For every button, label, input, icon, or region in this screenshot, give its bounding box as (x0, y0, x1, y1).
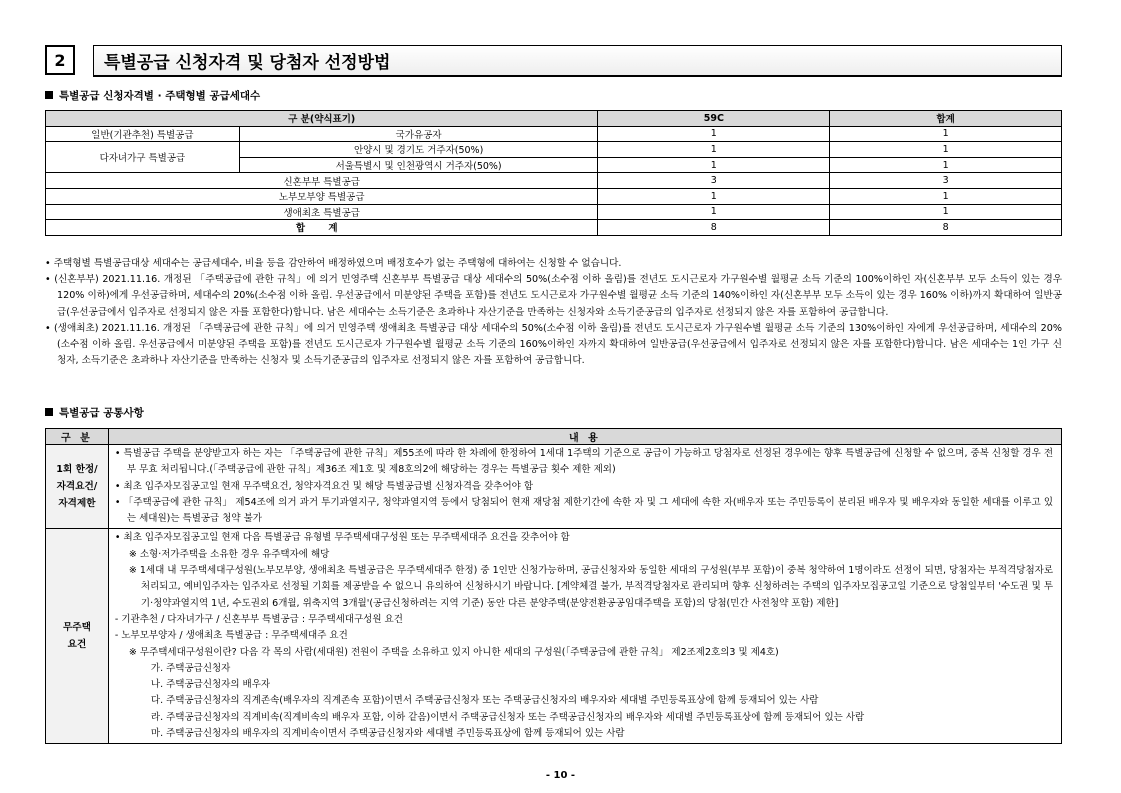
section-number: 2 (45, 45, 75, 75)
header-category: 구 분(약식표기) (46, 111, 598, 127)
table-row (46, 529, 1062, 744)
cell-total: 1 (830, 126, 1062, 142)
row-category: 신혼부부 특별공급 (46, 173, 598, 189)
table-row (46, 126, 1062, 142)
header-total: 합계 (830, 111, 1062, 127)
table-row (46, 445, 1062, 529)
content-line: • 특별공급 주택을 분양받고자 하는 자는 「주택공급에 관한 규칙」제55조에 따라 한 차례에 한정하여 1세대 1주택의 기준으로 공급이 가능하고 당첨자로 선정된 경우에는 향후 특별공급에 신청할 수 없으며, 중복 신청할 경우 전부 무효 처리됩니다.(「주택공급에 관한 규칙」제36조 제1호 및 제8호의2에 해당하는 경우는 특별공급 횟수 제한 제외) (114, 448, 1053, 476)
label-line: 무주택 (63, 622, 91, 634)
row-subcategory: 국가유공자 (239, 126, 598, 142)
cell-total: 1 (830, 204, 1062, 220)
label-line: 자격요건/ (56, 481, 98, 493)
subsection-title-common (45, 405, 144, 420)
subsection-title-text: 특별공급 신청자격별 · 주택형별 공급세대수 (59, 90, 261, 102)
table-row (46, 188, 1062, 204)
content-line: 가. 주택공급신청자 (150, 662, 231, 674)
cell-total: 1 (830, 142, 1062, 158)
cell-59c: 3 (598, 173, 830, 189)
content-line: ※ 소형·저가주택을 소유한 경우 유주택자에 해당 (128, 548, 330, 560)
table-total-row (46, 220, 1062, 236)
table-row (46, 173, 1062, 189)
total-label: 합 계 (46, 220, 598, 236)
cell-59c: 1 (598, 126, 830, 142)
subsection-title-text: 특별공급 공통사항 (59, 407, 144, 419)
content-line: ※ 1세대 내 무주택세대구성원(노부모부양, 생애최초 특별공급은 무주택세대주 한정) 중 1인만 신청가능하며, 공급신청자와 동일한 세대의 구성원(부부 포함)이 중복 청약하여 1명이라도 선정이 되면, 당첨자는 부적격당첨자로 처리되고, 예비입주자는 입주자로 선정될 기회를 제공받을 수 없으니 유의하여 신청하시기 바랍니다. [계약체결 불가, 부적격당첨자로 관리되며 향후 신청하려는 주택의 입주자모집공고일 기준으로 당첨일부터 '수도권 및 투기·청약과열지역 1년, 수도권외 6개월, 위축지역 3개월'(공급신청하려는 지역 기준) 동안 다른 분양주택(분양전환공공임대주택을 포함)의 당첨(민간 사전청약 포함) 제한] (128, 565, 1053, 609)
content-line: • 「주택공급에 관한 규칙」 제54조에 의거 과거 투기과열지구, 청약과열지역 등에서 당첨되어 현재 재당첨 제한기간에 속한 자 및 그 세대에 속한 자(배우자 또는 주민등록이 분리된 배우자 및 배우자와 동일한 세대를 이루고 있는 세대원)는 특별공급 청약 불가 (114, 496, 1053, 525)
total-sum: 8 (830, 220, 1062, 236)
row-content (108, 445, 1061, 529)
note-item: • 주택형별 특별공급대상 세대수는 공급세대수, 비율 등을 감안하여 배정하였으며 배정호수가 없는 주택형에 대하여는 신청할 수 없습니다. (45, 258, 622, 269)
content-line: • 최초 입주자모집공고일 현재 다음 특별공급 유형별 무주택세대구성원 또는 무주택세대주 요건을 갖추어야 함 (114, 532, 570, 544)
notes-list (45, 256, 1062, 369)
note-item: • (생애최초) 2021.11.16. 개정된 「주택공급에 관한 규칙」에 의거 민영주택 생애최초 특별공급 대상 세대수의 50%(소수점 이하 올림)를 전년도 도시근로자 가구원수별 월평균 소득 기준의 130%이하인 자에게 우선공급하며, 세대수의 20%(소수점 이하 올림. 우선공급에서 미분양된 주택을 포함)를 전년도 도시근로자 가구원수별 월평균 소득 기준의 160%이하인 자까지 확대하여 일반공급(우선공급에서 입주자로 선정되지 않은 자를 포함한다)합니다. 남은 세대수는 1인 가구 신청자, 소득기준은 초과하나 자산기준을 만족하는 신청자 및 소득기준공급의 입주자로 선정되지 않은 자를 포함하여 공급합니다. (45, 322, 1062, 367)
header-category: 구 분 (46, 429, 109, 445)
page-number: - 10 - (545, 770, 576, 781)
supply-table (45, 110, 1062, 236)
row-label (46, 529, 109, 744)
row-subcategory: 서울특별시 및 인천광역시 거주자(50%) (239, 157, 598, 173)
cell-59c: 1 (598, 204, 830, 220)
content-line: 다. 주택공급신청자의 직계존속(배우자의 직계존속 포함)이면서 주택공급신청자 또는 주택공급신청자의 배우자와 세대별 주민등록표상에 함께 등재되어 있는 사람 (150, 695, 819, 707)
content-line: 마. 주택공급신청자의 배우자의 직계비속이면서 주택공급신청자와 세대별 주민등록표상에 함께 등재되어 있는 사람 (150, 728, 625, 740)
content-line: ※ 무주택세대구성원이란? 다음 각 목의 사람(세대원) 전원이 주택을 소유하고 있지 아니한 세대의 구성원(「주택공급에 관한 규칙」 제2조제2호의3 및 제4호) (128, 646, 779, 658)
content-line: 라. 주택공급신청자의 직계비속(직계비속의 배우자 포함, 이하 같음)이면서 주택공급신청자 또는 주택공급신청자의 배우자와 세대별 주민등록표상에 함께 등재되어 있는 사람 (150, 711, 865, 723)
total-59c: 8 (598, 220, 830, 236)
row-category: 생애최초 특별공급 (46, 204, 598, 220)
common-table (45, 428, 1062, 744)
square-bullet-icon (45, 91, 53, 99)
subsection-title-supply (45, 88, 260, 103)
label-line: 요건 (67, 639, 87, 651)
header-content: 내 용 (108, 429, 1061, 445)
cell-59c: 1 (598, 188, 830, 204)
row-category: 다자녀가구 특별공급 (46, 142, 240, 173)
note-item: • (신혼부부) 2021.11.16. 개정된 「주택공급에 관한 규칙」에 의거 민영주택 신혼부부 특별공급 대상 세대수의 50%(소수점 이하 올림)를 전년도 도시근로자 가구원수별 월평균 소득 기준의 100%이하인 자(신혼부부 모두 소득이 있는 경우 120% 이하)에게 우선공급하며, 세대수의 20%(소수점 이하 올림. 우선공급에서 미분양된 주택을 포함)를 전년도 도시근로자 가구원수별 월평균 소득 기준의 140%이하인 자(신혼부부 모두 소득이 있는 경우 160% 이하)까지 확대하여 일반공급(우선공급에서 입주자로 선정되지 않은 자를 포함한다)합니다. 남은 세대수는 소득기준은 초과하나 자산기준을 만족하는 신청자와 소득기준공급의 입주자로 선정되지 않은 자를 포함하여 공급합니다. (45, 274, 1062, 318)
table-row (46, 204, 1062, 220)
row-category: 노부모부양 특별공급 (46, 188, 598, 204)
square-bullet-icon (45, 408, 53, 416)
cell-59c: 1 (598, 157, 830, 173)
row-content (108, 529, 1061, 744)
row-subcategory: 안양시 및 경기도 거주자(50%) (239, 142, 598, 158)
cell-59c: 1 (598, 142, 830, 158)
row-category: 일반(기관추천) 특별공급 (46, 126, 240, 142)
label-line: 자격제한 (58, 498, 96, 510)
content-line: - 노부모부양자 / 생애최초 특별공급 : 무주택세대주 요건 (114, 630, 348, 642)
content-line: • 최초 입주자모집공고일 현재 무주택요건, 청약자격요건 및 해당 특별공급별 신청자격을 갖추어야 함 (114, 480, 533, 492)
content-line: 나. 주택공급신청자의 배우자 (150, 679, 271, 691)
cell-total: 1 (830, 157, 1062, 173)
section-title (93, 45, 1062, 77)
row-label (46, 445, 109, 529)
cell-total: 1 (830, 188, 1062, 204)
section-title-text: 특별공급 신청자격 및 당첨자 선정방법 (104, 53, 391, 73)
table-row (46, 142, 1062, 158)
content-line: - 기관추천 / 다자녀가구 / 신혼부부 특별공급 : 무주택세대구성원 요건 (114, 613, 403, 625)
header-59c: 59C (598, 111, 830, 127)
table-header-row (46, 111, 1062, 127)
cell-total: 3 (830, 173, 1062, 189)
table-header-row (46, 429, 1062, 445)
label-line: 1회 한정/ (56, 464, 98, 476)
